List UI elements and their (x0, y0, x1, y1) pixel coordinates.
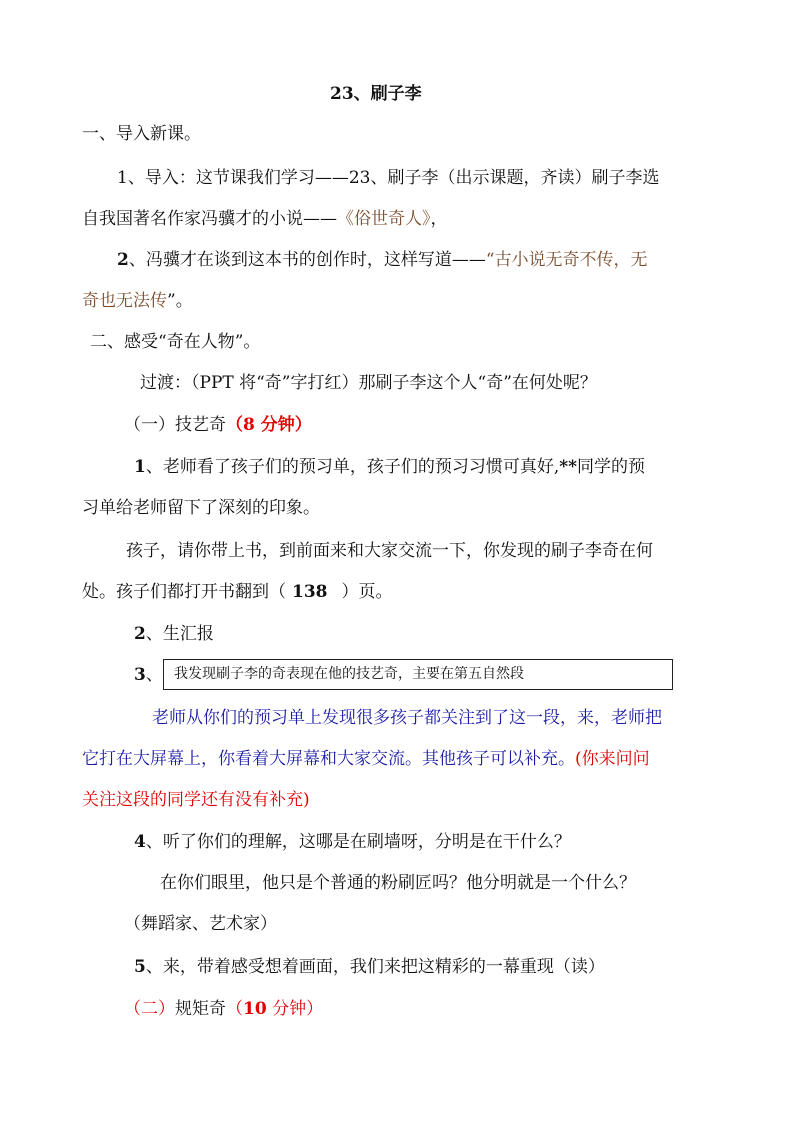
item-number: 5 (134, 957, 146, 977)
question-4-answer: （舞蹈家、艺术家） (124, 914, 277, 934)
subsection-label: （一）技艺奇 (124, 415, 226, 435)
time-minutes: 10 (243, 999, 267, 1019)
subsection-number: （二） (124, 999, 175, 1019)
item-number: 2 (134, 624, 146, 644)
question-1-line-2: 习单给老师留下了深刻的印象。 (82, 498, 320, 518)
paragraph-text: 、老师看了孩子们的预习单，孩子们的预习习惯可真好, (145, 457, 560, 477)
question-1-line-1 (134, 455, 645, 479)
question-4-followup: 在你们眼里，他只是个普通的粉刷匠吗？他分明就是一个什么？ (160, 873, 636, 893)
transition-line: 过渡：（PPT 将“奇”字打红）那刷子李这个人“奇”在何处呢？ (140, 373, 597, 393)
paragraph-1-line-1 (117, 166, 659, 190)
question-2 (134, 622, 214, 646)
item-number: 4 (134, 832, 146, 852)
question-4 (134, 830, 571, 854)
masked-name: ** (559, 457, 578, 477)
quote-text: “古小说无奇不传，无 (485, 250, 648, 270)
time-open: （ (226, 999, 243, 1019)
paragraph-text: ， (430, 209, 448, 229)
question-3 (134, 663, 163, 687)
teacher-aside-line-3: 关注这段的同学还有没有补充) (82, 790, 310, 810)
paragraph-text: ）页。 (341, 582, 393, 602)
paragraph-text: 自我国著名作家冯骥才的小说—— (82, 209, 337, 229)
paragraph-1-line-2 (82, 207, 448, 231)
teacher-aside: (你来问问 (575, 749, 650, 769)
paragraph-text: 、冯骥才在谈到这本书的创作时，这样写道—— (128, 250, 486, 270)
paragraph-text: 、来，带着感受想着画面，我们来把这精彩的一幕重现（读） (145, 957, 605, 977)
subsection-heading-1 (124, 413, 312, 437)
item-number: 1 (134, 457, 146, 477)
book-title: 《俗世奇人》 (337, 209, 431, 229)
paragraph-text: 处。孩子们都打开书翻到（ (82, 582, 286, 602)
paragraph-text: ”。 (167, 291, 193, 311)
teacher-note-line-2 (82, 747, 650, 771)
answer-text-box: 我发现刷子李的奇表现在他的技艺奇，主要在第五自然段 (163, 659, 673, 690)
quote-text: 奇也无法传 (82, 291, 167, 311)
item-number: 1 (117, 168, 128, 188)
section-heading-1: 一、导入新课。 (82, 124, 201, 144)
question-1b-line-1: 孩子，请你带上书，到前面来和大家交流一下，你发现的刷子李奇在何 (126, 541, 653, 561)
paragraph-2-line-2 (82, 289, 193, 313)
paragraph-2-line-1 (117, 248, 648, 272)
paragraph-text: 同学的预 (577, 457, 646, 477)
item-number: 3 (134, 665, 146, 685)
item-number: 2 (117, 250, 129, 270)
question-1b-line-2 (82, 580, 393, 604)
paragraph-text: 、听了你们的理解，这哪是在刷墙呀，分明是在干什么？ (145, 832, 571, 852)
subsection-label: 规矩奇 (175, 999, 226, 1019)
teacher-note-text: 它打在大屏幕上，你看着大屏幕和大家交流。其他孩子可以补充。 (82, 749, 575, 769)
page-number: 138 (292, 582, 328, 602)
time-note: （8 分钟） (226, 415, 312, 435)
section-heading-2: 二、感受“奇在人物”。 (90, 332, 261, 352)
subsection-heading-2 (124, 997, 323, 1021)
page-title: 23、刷子李 (330, 84, 422, 104)
time-note (226, 999, 323, 1019)
teacher-note-line-1: 老师从你们的预习单上发现很多孩子都关注到了这一段，来，老师把 (152, 708, 662, 728)
time-close: 分钟） (266, 999, 324, 1019)
paragraph-text: 、导入：这节课我们学习——23、刷子李（出示课题，齐读）刷子李选 (127, 168, 660, 188)
separator: 、 (145, 665, 163, 685)
paragraph-text: 、生汇报 (145, 624, 214, 644)
question-5 (134, 955, 605, 979)
